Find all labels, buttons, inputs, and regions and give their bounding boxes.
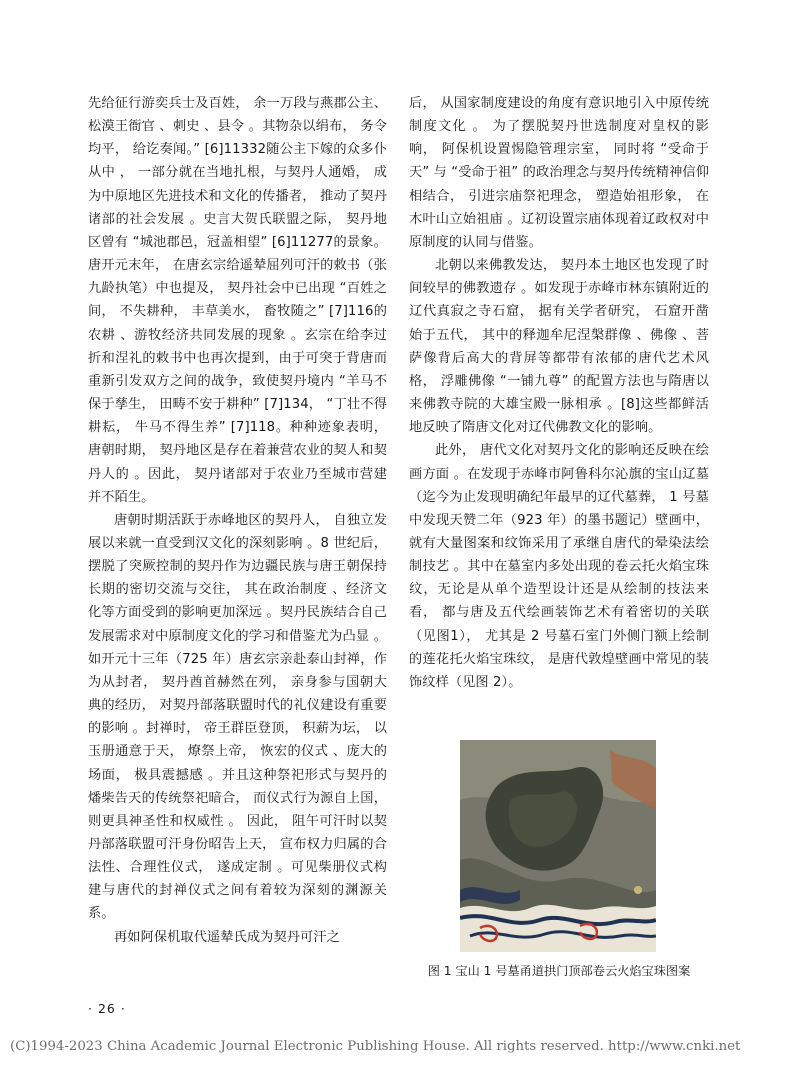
paragraph: 北朝以来佛教发达， 契丹本土地区也发现了时间较早的佛教遗存 。如发现于赤峰市林东镇附近的辽代真寂之寺石窟， 据有关学者研究， 石窟开凿始于五代， 其中的释迦牟尼涅槃群像 、佛像 、菩萨像背后高大的背屏等都带有浓郁的唐代艺术风格， 浮雕佛像 “一铺九尊” 的配置方法也与隋唐以来佛教寺院的大雄宝殿一脉相承 。[8]这些都鲜活地反映了隋唐文化对辽代佛教文化的影响。	[409, 258, 709, 436]
copyright-notice: (C)1994-2023 China Academic Journal Electronic Publishing House. All rights reserved. http://www.cnki.net	[10, 1039, 741, 1054]
paragraph: 唐朝时期活跃于赤峰地区的契丹人， 自独立发展以来就一直受到汉文化的深刻影响 。8 世纪后， 摆脱了突厥控制的契丹作为边疆民族与唐王朝保持长期的密切交流与交往， 其在政治制度 、经济文化等方面受到的影响更加深远 。契丹民族结合自己发展需求对中原制度文化的学习和借鉴尤为凸显 。如开元十三年（725 年）唐玄宗亲赴泰山封禅，作为从封者， 契丹酋首赫然在列， 亲身参与国朝大典的经历， 对契丹部落联盟时代的礼仪建设有重要的影响 。封禅时， 帝王群臣登顶， 积薪为坛， 以玉册通意于天， 燎祭上帝， 恢宏的仪式 、庞大的场面， 极具震撼感 。并且这种祭祀形式与契丹的燔柴告天的传统祭祀暗合， 而仪式行为源自上国， 则更具神圣性和权威性 。 因此， 阻午可汗时以契丹部落联盟可汗身份昭告上天， 宣布权力归属的合法性、合理性仪式， 遂成定制 。可见柴册仪式构建与唐代的封禅仪式之间有着较为深刻的渊源关系。	[88, 512, 387, 922]
mural-image	[460, 740, 656, 952]
paragraph: 此外， 唐代文化对契丹文化的影响还反映在绘画方面 。在发现于赤峰市阿鲁科尔沁旗的宝山辽墓（迄今为止发现明确纪年最早的辽代墓葬， 1 号墓中发现天赞二年（923 年）的墨书题记）壁画中， 就有大量图案和纹饰采用了承继自唐代的晕染法绘制技艺 。其中在墓室内多处出现的卷云托火焰宝珠纹，无论是从单个造型设计还是从绘制的技法来看， 都与唐及五代绘画装饰艺术有着密切的关联（见图1）， 尤其是 2 号墓石室门外侧门额上绘制的莲花托火焰宝珠纹， 是唐代敦煌壁画中常见的装饰纹样（见图 2）。	[409, 443, 709, 690]
paragraph: 后， 从国家制度建设的角度有意识地引入中原传统制度文化 。 为了摆脱契丹世选制度对皇权的影响， 阿保机设置惕隐管理宗室， 同时将 “受命于天” 与 “受命于祖” 的政治理念与契丹传统精神信仰相结合， 引进宗庙祭祀理念， 塑造始祖形象， 在木叶山立始祖庙 。辽初设置宗庙体现着辽政权对中原制度的认同与借鉴。	[409, 96, 709, 250]
paragraph: 再如阿保机取代遥辇氏成为契丹可汗之	[114, 929, 340, 945]
left-text-column	[88, 92, 387, 949]
figure-caption: 图 1 宝山 1 号墓甬道拱门顶部卷云火焰宝珠图案	[427, 964, 691, 978]
page-number: · 26 ·	[88, 1001, 126, 1016]
paragraph: 先给征行游奕兵士及百姓， 余一万段与燕郡公主、松漠王衙官 、刺史 、县令 。其物杂以绢布， 务令均平， 给讫奏闻。” [6]11332随公主下嫁的众多仆从中 ， 一部分就在当地扎根，与契丹人通婚， 成为中原地区先进技术和文化的传播者， 推动了契丹诸部的社会发展 。史言大贺氏联盟之际， 契丹地区曾有 “城池郡邑，冠盖相望” [6]11277的景象。 唐开元末年， 在唐玄宗给遥辇屈列可汗的敕书（张九龄执笔）中也提及， 契丹社会中已出现 “百姓之间， 不失耕种， 丰草美水， 畜牧随之” [7]116的农耕 、游牧经济共同发展的现象 。玄宗在给李过折和涅礼的敕书中也再次提到，由于可突于背唐而重新引发双方之间的战争，致使契丹境内 “羊马不保于孳生， 田畴不安于耕种” [7]134， “丁壮不得耕耘， 牛马不得生养” [7]118。种种迹象表明， 唐朝时期， 契丹地区是存在着兼营农业的契人和契丹人的 。因此， 契丹诸部对于农业乃至城市营建并不陌生。	[88, 96, 387, 505]
right-text-column	[409, 92, 709, 694]
mural-photo	[460, 740, 656, 952]
